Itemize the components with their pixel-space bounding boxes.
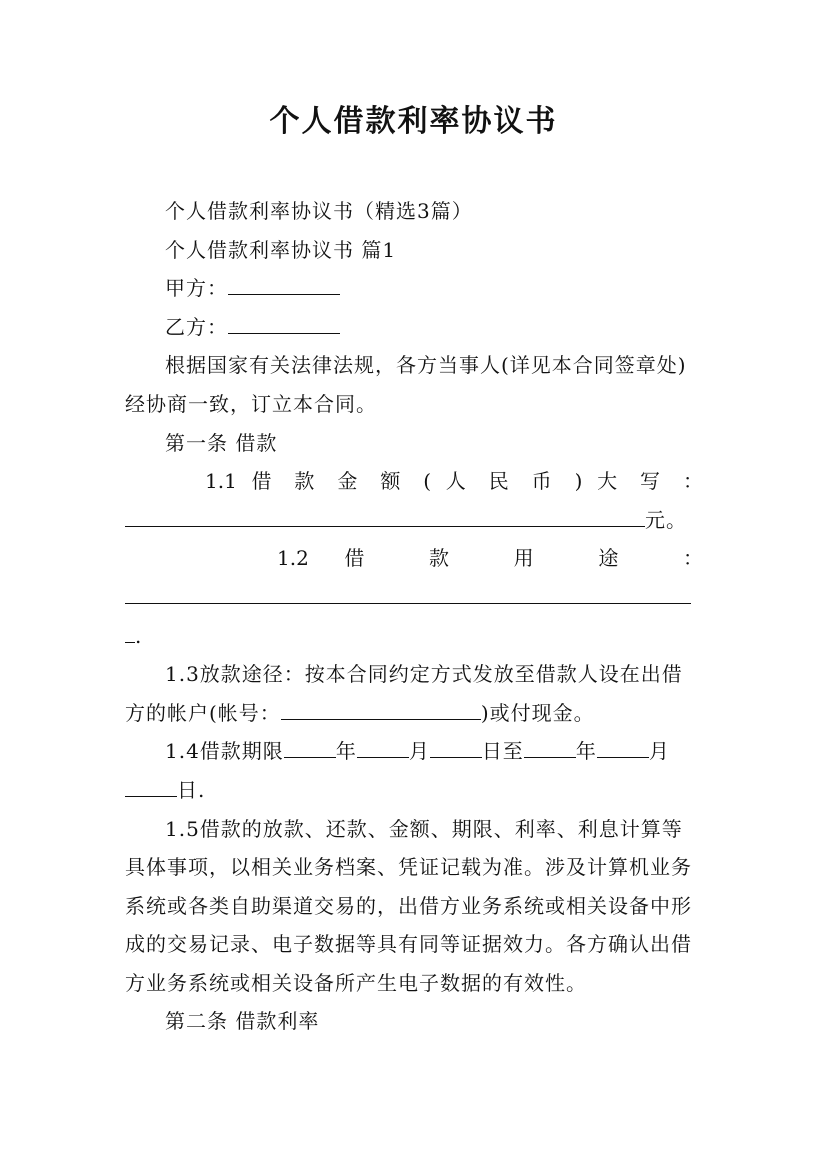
- item-1-2-tail-line: [125, 617, 703, 656]
- item-1-1-suffix: 元。: [645, 507, 687, 532]
- subtitle: 个人借款利率协议书（精选3篇）: [165, 199, 473, 223]
- day-to-label: 日至: [481, 739, 524, 764]
- party-b-label: 乙方：: [165, 314, 228, 339]
- item-1-3-paragraph: [125, 655, 703, 732]
- item-1-1-label: 1.1 借 款 金 额 ( 人 民 币 ) 大 写 ：: [205, 469, 703, 494]
- end-month-label: 月: [648, 739, 670, 764]
- item-1-2-tail-blank: [125, 621, 135, 643]
- document-title: 个人借款利率协议书: [269, 104, 558, 139]
- end-year-label: 年: [575, 739, 597, 764]
- item-1-2-label: 1.2 借 款 用 途 ：: [277, 546, 703, 571]
- start-day-blank: [430, 736, 482, 758]
- item-1-1-line: [125, 501, 703, 540]
- article-2-heading: 第二条 借款利率: [165, 1009, 320, 1034]
- year-label: 年: [335, 739, 357, 764]
- end-year-blank: [524, 736, 576, 758]
- document-body: [125, 192, 703, 1041]
- item-1-3-text-end: )或付现金。: [480, 700, 595, 725]
- item-1-2-tail: .: [135, 623, 143, 648]
- end-day-label: 日.: [177, 777, 206, 802]
- item-1-3-account-blank: [281, 698, 481, 720]
- party-b-line: [125, 308, 703, 347]
- article-1-heading: 第一条 借款: [165, 430, 278, 455]
- month-label: 月: [408, 739, 430, 764]
- party-b-blank: [228, 312, 340, 334]
- item-1-5-paragraph: 1.5借款的放款、还款、金额、期限、利率、利息计算等具体事项，以相关业务档案、凭证记载为准。涉及计算机业务系统或各类自助渠道交易的，出借方业务系统或相关设备中形成的交易记录、电子数据等具有同等证据效力。各方确认出借方业务系统或相关设备所产生电子数据的有效性。: [125, 816, 692, 995]
- start-month-blank: [357, 736, 409, 758]
- item-1-4-paragraph: [125, 732, 703, 809]
- end-day-blank: [125, 775, 177, 797]
- party-a-line: [125, 269, 703, 308]
- item-1-2-line: [125, 578, 703, 617]
- item-1-3-text: 1.3放款途径：按本合同约定方式发放至借款人设在出借方的帐户(帐号：: [125, 662, 683, 725]
- start-year-blank: [284, 736, 336, 758]
- party-a-label: 甲方：: [165, 276, 228, 301]
- end-month-blank: [597, 736, 649, 758]
- intro-paragraph: 根据国家有关法律法规，各方当事人(详见本合同签章处)经协商一致，订立本合同。: [125, 353, 687, 416]
- item-1-1-blank: [125, 505, 645, 527]
- item-1-4-label: 1.4借款期限: [165, 739, 284, 764]
- party-a-blank: [228, 273, 340, 295]
- item-1-2-blank: [125, 582, 691, 604]
- section-heading: 个人借款利率协议书 篇1: [165, 237, 397, 262]
